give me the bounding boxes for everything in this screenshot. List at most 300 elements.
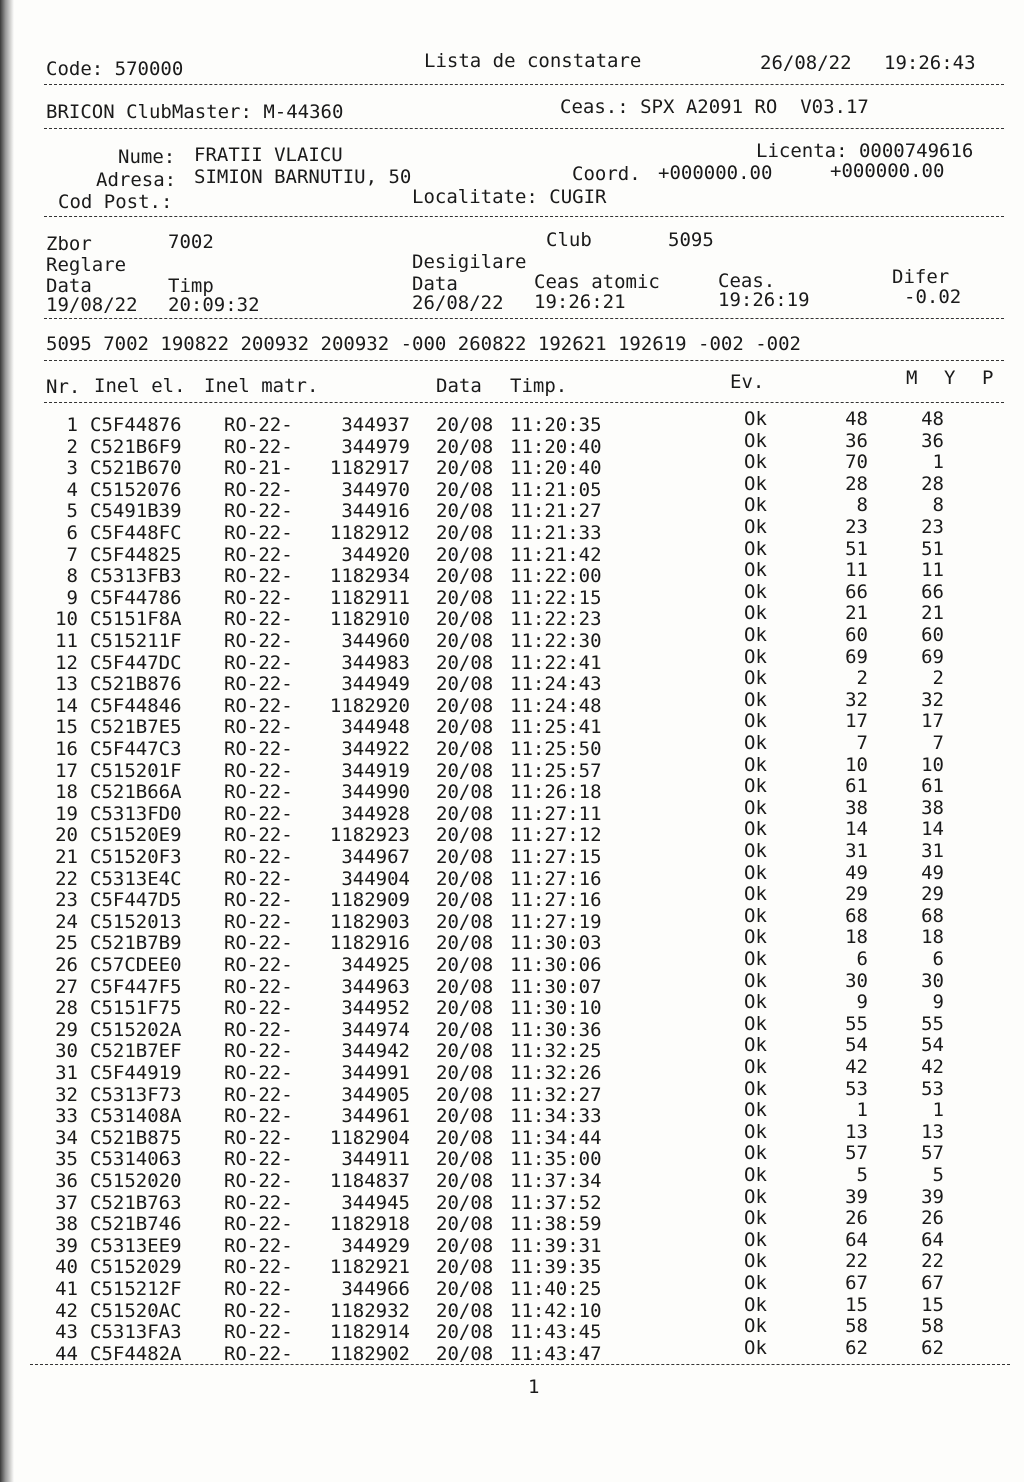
ring-number: 1182902 (329, 1342, 410, 1365)
m-value: 57 (845, 1142, 868, 1165)
ring-number: 1182912 (329, 522, 410, 544)
divider (44, 360, 1004, 361)
event-status: Ok (744, 580, 767, 603)
arrival-time: 11:39:31 (510, 1234, 602, 1257)
y-value: 61 (921, 775, 944, 798)
y-value: 15 (921, 1293, 944, 1316)
m-value: 38 (845, 796, 868, 819)
y-value: 22 (921, 1250, 944, 1273)
m-value: 58 (845, 1315, 868, 1338)
arrival-time: 11:30:36 (510, 1018, 602, 1041)
arrival-date: 20/08 (436, 414, 494, 436)
divider (44, 318, 1004, 319)
electronic-ring: C57CDEE0 (90, 954, 182, 976)
ring-number: 344991 (341, 1062, 410, 1084)
divider (44, 216, 1004, 217)
m-value: 64 (845, 1228, 868, 1251)
electronic-ring: C5F44876 (90, 414, 182, 436)
ring-prefix: RO-22- (224, 889, 293, 912)
arrival-date: 20/08 (436, 694, 494, 717)
arrival-date: 20/08 (436, 1170, 494, 1192)
event-status: Ok (744, 494, 767, 517)
club-master: BRICON ClubMaster: M-44360 (46, 101, 344, 123)
arrival-date: 20/08 (436, 802, 494, 825)
col-inel-el: Inel el. (94, 375, 186, 397)
row-number: 7 (66, 543, 78, 566)
ring-prefix: RO-22- (224, 478, 293, 501)
row-number: 12 (55, 651, 78, 674)
arrival-date: 20/08 (436, 1213, 494, 1236)
electronic-ring: C5F44919 (90, 1062, 182, 1084)
ring-number: 1182903 (329, 910, 410, 933)
y-value: 5 (932, 1164, 944, 1186)
arrival-date: 20/08 (436, 630, 494, 652)
m-value: 29 (845, 883, 868, 906)
name-value: FRATII VLAICU (194, 144, 343, 166)
arrival-date: 20/08 (436, 522, 494, 544)
arrival-date: 20/08 (436, 997, 494, 1020)
arrival-date: 20/08 (436, 975, 494, 998)
ring-prefix: RO-22- (224, 522, 293, 544)
electronic-ring: C5F448FC (90, 522, 182, 544)
report-date: 26/08/22 (760, 52, 852, 74)
divider (30, 1364, 1010, 1365)
arrival-date: 20/08 (436, 910, 494, 933)
m-value: 1 (856, 1099, 868, 1122)
row-number: 27 (55, 975, 78, 998)
m-value: 31 (845, 840, 868, 862)
license: Licenta: 0000749616 (756, 140, 974, 162)
ring-prefix: RO-22- (224, 608, 293, 631)
col-data: Data (436, 375, 482, 397)
y-value: 53 (921, 1077, 944, 1100)
ring-prefix: RO-22- (224, 781, 293, 804)
electronic-ring: C5F4482A (90, 1342, 182, 1365)
zbor-value: 7002 (168, 231, 214, 253)
m-value: 18 (845, 926, 868, 949)
m-value: 6 (856, 948, 868, 970)
ring-prefix: RO-22- (224, 1191, 293, 1214)
ring-prefix: RO-22- (224, 1213, 293, 1236)
electronic-ring: C5F447D5 (90, 889, 182, 912)
electronic-ring: C51520AC (90, 1299, 182, 1322)
ring-number: 344916 (341, 500, 410, 523)
electronic-ring: C515201F (90, 759, 182, 782)
ring-number: 344948 (341, 716, 410, 739)
m-value: 69 (845, 645, 868, 668)
ring-number: 1182910 (329, 608, 410, 631)
y-value: 6 (932, 948, 944, 970)
event-status: Ok (744, 667, 767, 690)
event-status: Ok (744, 451, 767, 474)
name-label: Nume: (118, 146, 176, 168)
event-status: Ok (744, 1272, 767, 1294)
electronic-ring: C515211F (90, 630, 182, 652)
y-value: 57 (921, 1142, 944, 1165)
ring-number: 344928 (341, 802, 410, 825)
event-status: Ok (744, 645, 767, 668)
y-value: 13 (921, 1120, 944, 1143)
y-value: 38 (921, 796, 944, 819)
arrival-time: 11:30:06 (510, 954, 602, 976)
ceas-atomic-label: Ceas atomic (534, 271, 660, 293)
electronic-ring: C5491B39 (90, 500, 182, 523)
ring-number: 1182916 (329, 932, 410, 955)
row-number: 6 (66, 522, 78, 544)
event-status: Ok (744, 904, 767, 927)
y-value: 39 (921, 1185, 944, 1208)
row-number: 25 (55, 932, 78, 955)
arrival-time: 11:34:44 (510, 1126, 602, 1149)
arrival-time: 11:40:25 (510, 1278, 602, 1300)
ring-prefix: RO-22- (224, 954, 293, 976)
electronic-ring: C521B6F9 (90, 435, 182, 458)
row-number: 5 (66, 500, 78, 523)
row-number: 3 (66, 457, 78, 480)
arrival-time: 11:21:27 (510, 500, 602, 523)
ring-prefix: RO-22- (224, 932, 293, 955)
ring-prefix: RO-22- (224, 1105, 293, 1128)
ring-number: 344905 (341, 1083, 410, 1106)
event-status: Ok (744, 559, 767, 582)
event-status: Ok (744, 732, 767, 754)
electronic-ring: C5313FA3 (90, 1321, 182, 1344)
row-number: 41 (55, 1278, 78, 1300)
event-status: Ok (744, 1185, 767, 1208)
row-number: 32 (55, 1083, 78, 1106)
arrival-date: 20/08 (436, 1062, 494, 1084)
row-number: 1 (66, 414, 78, 436)
arrival-date: 20/08 (436, 1083, 494, 1106)
m-value: 54 (845, 1034, 868, 1057)
arrival-time: 11:20:35 (510, 414, 602, 436)
ring-number: 1182921 (329, 1256, 410, 1279)
ring-prefix: RO-22- (224, 565, 293, 588)
ring-number: 1182918 (329, 1213, 410, 1236)
m-value: 9 (856, 991, 868, 1014)
arrival-time: 11:42:10 (510, 1299, 602, 1322)
arrival-date: 20/08 (436, 954, 494, 976)
electronic-ring: C5151F8A (90, 608, 182, 631)
ring-prefix: RO-22- (224, 435, 293, 458)
electronic-ring: C5313E4C (90, 867, 182, 890)
m-value: 5 (856, 1164, 868, 1186)
arrival-time: 11:30:10 (510, 997, 602, 1020)
m-value: 49 (845, 861, 868, 884)
m-value: 2 (856, 667, 868, 690)
ring-number: 344904 (341, 867, 410, 890)
arrival-date: 20/08 (436, 1256, 494, 1279)
clock-info: Ceas.: SPX A2091 RO V03.17 (560, 96, 869, 118)
arrival-time: 11:22:41 (510, 651, 602, 674)
arrival-date: 20/08 (436, 500, 494, 523)
row-number: 31 (55, 1062, 78, 1084)
row-number: 23 (55, 889, 78, 912)
arrival-time: 11:32:27 (510, 1083, 602, 1106)
arrival-date: 20/08 (436, 759, 494, 782)
ring-number: 1182911 (329, 586, 410, 609)
ring-prefix: RO-22- (224, 1018, 293, 1041)
event-status: Ok (744, 1315, 767, 1338)
row-number: 22 (55, 867, 78, 890)
ring-number: 344967 (341, 846, 410, 868)
ring-number: 1182904 (329, 1126, 410, 1149)
y-value: 1 (932, 451, 944, 474)
col-nr: Nr. (46, 376, 81, 398)
ring-number: 1182917 (329, 457, 410, 480)
ring-prefix: RO-22- (224, 673, 293, 696)
y-value: 14 (921, 818, 944, 841)
arrival-date: 20/08 (436, 1040, 494, 1063)
row-number: 2 (66, 435, 78, 458)
row-number: 4 (66, 478, 78, 501)
ring-number: 1182909 (329, 889, 410, 912)
arrival-date: 20/08 (436, 824, 494, 847)
y-value: 8 (932, 494, 944, 517)
electronic-ring: C521B670 (90, 457, 182, 480)
desigilare-label: Desigilare (412, 251, 527, 273)
page-number: 1 (528, 1376, 540, 1398)
y-value: 66 (921, 580, 944, 603)
y-value: 42 (921, 1056, 944, 1078)
row-number: 39 (55, 1234, 78, 1257)
ring-prefix: RO-22- (224, 414, 293, 436)
electronic-ring: C5313EE9 (90, 1234, 182, 1257)
arrival-time: 11:27:16 (510, 889, 602, 912)
arrival-time: 11:32:26 (510, 1062, 602, 1084)
event-status: Ok (744, 1056, 767, 1078)
y-value: 67 (921, 1272, 944, 1294)
coord-x: +000000.00 (658, 162, 773, 184)
m-value: 7 (856, 732, 868, 754)
ring-number: 344963 (341, 975, 410, 998)
arrival-time: 11:37:34 (510, 1170, 602, 1192)
ring-prefix: RO-22- (224, 975, 293, 998)
m-value: 10 (845, 753, 868, 776)
ring-prefix: RO-22- (224, 1062, 293, 1084)
arrival-date: 20/08 (436, 1234, 494, 1257)
ring-prefix: RO-22- (224, 867, 293, 890)
reg-data-label: Data (46, 275, 92, 297)
arrival-time: 11:21:05 (510, 478, 602, 501)
row-number: 36 (55, 1170, 78, 1192)
electronic-ring: C5F447C3 (90, 738, 182, 760)
y-value: 60 (921, 624, 944, 646)
electronic-ring: C531408A (90, 1105, 182, 1128)
arrival-time: 11:20:40 (510, 435, 602, 458)
arrival-date: 20/08 (436, 1018, 494, 1041)
ring-prefix: RO-22- (224, 1256, 293, 1279)
y-value: 17 (921, 710, 944, 733)
electronic-ring: C5151F75 (90, 997, 182, 1020)
ring-number: 344929 (341, 1234, 410, 1257)
electronic-ring: C5F44786 (90, 586, 182, 609)
row-number: 21 (55, 846, 78, 868)
row-number: 16 (55, 738, 78, 760)
row-number: 43 (55, 1321, 78, 1344)
des-date: 26/08/22 (412, 292, 504, 314)
ring-prefix: RO-22- (224, 1040, 293, 1063)
clock-time: 19:26:19 (718, 289, 810, 311)
row-number: 30 (55, 1040, 78, 1063)
event-status: Ok (744, 948, 767, 970)
col-ev: Ev. (730, 371, 765, 393)
ring-number: 344990 (341, 781, 410, 804)
electronic-ring: C5314063 (90, 1148, 182, 1171)
electronic-ring: C521B746 (90, 1213, 182, 1236)
event-status: Ok (744, 1207, 767, 1230)
event-status: Ok (744, 840, 767, 862)
row-number: 15 (55, 716, 78, 739)
event-status: Ok (744, 969, 767, 992)
m-value: 53 (845, 1077, 868, 1100)
ring-prefix: RO-22- (224, 846, 293, 868)
electronic-ring: C5313FD0 (90, 802, 182, 825)
event-status: Ok (744, 991, 767, 1014)
y-value: 10 (921, 753, 944, 776)
m-value: 36 (845, 429, 868, 452)
arrival-date: 20/08 (436, 1321, 494, 1344)
electronic-ring: C521B66A (90, 781, 182, 804)
electronic-ring: C51520F3 (90, 846, 182, 868)
electronic-ring: C5F447DC (90, 651, 182, 674)
arrival-time: 11:21:42 (510, 543, 602, 566)
row-number: 18 (55, 781, 78, 804)
m-value: 8 (856, 494, 868, 517)
col-p: P (982, 367, 994, 389)
electronic-ring: C5F44846 (90, 694, 182, 717)
ring-number: 344925 (341, 954, 410, 976)
arrival-time: 11:24:43 (510, 673, 602, 696)
y-value: 54 (921, 1034, 944, 1057)
m-value: 70 (845, 451, 868, 474)
event-status: Ok (744, 1250, 767, 1273)
arrival-time: 11:37:52 (510, 1191, 602, 1214)
y-value: 18 (921, 926, 944, 949)
y-value: 30 (921, 969, 944, 992)
reglare-label: Reglare (46, 254, 127, 276)
m-value: 11 (845, 559, 868, 582)
row-number: 19 (55, 802, 78, 825)
ring-prefix: RO-22- (224, 1234, 293, 1257)
ring-number: 344919 (341, 759, 410, 782)
row-number: 24 (55, 910, 78, 933)
arrival-date: 20/08 (436, 478, 494, 501)
arrival-time: 11:22:00 (510, 565, 602, 588)
address-value: SIMION BARNUTIU, 50 (194, 166, 412, 188)
event-status: Ok (744, 537, 767, 560)
y-value: 55 (921, 1012, 944, 1035)
y-value: 62 (921, 1336, 944, 1359)
event-status: Ok (744, 1336, 767, 1359)
arrival-time: 11:27:16 (510, 867, 602, 890)
m-value: 67 (845, 1272, 868, 1294)
ring-prefix: RO-22- (224, 824, 293, 847)
row-number: 40 (55, 1256, 78, 1279)
arrival-time: 11:24:48 (510, 694, 602, 717)
arrival-time: 11:26:18 (510, 781, 602, 804)
arrival-date: 20/08 (436, 673, 494, 696)
ring-number: 344942 (341, 1040, 410, 1063)
y-value: 58 (921, 1315, 944, 1338)
electronic-ring: C521B7EF (90, 1040, 182, 1063)
col-y: Y (944, 367, 956, 389)
locality: Localitate: CUGIR (412, 186, 607, 208)
event-status: Ok (744, 429, 767, 452)
electronic-ring: C521B763 (90, 1191, 182, 1214)
arrival-time: 11:21:33 (510, 522, 602, 544)
electronic-ring: C515202A (90, 1018, 182, 1041)
electronic-ring: C5313F73 (90, 1083, 182, 1106)
electronic-ring: C5F447F5 (90, 975, 182, 998)
event-status: Ok (744, 1077, 767, 1100)
ring-prefix: RO-22- (224, 543, 293, 566)
y-value: 23 (921, 516, 944, 538)
y-value: 31 (921, 840, 944, 862)
electronic-ring: C515212F (90, 1278, 182, 1300)
coord-label: Coord. (572, 163, 641, 185)
row-number: 13 (55, 673, 78, 696)
m-value: 66 (845, 580, 868, 603)
m-value: 61 (845, 775, 868, 798)
ring-number: 1182920 (329, 694, 410, 717)
ring-number: 1182923 (329, 824, 410, 847)
ring-prefix: RO-22- (224, 1083, 293, 1106)
arrival-time: 11:22:15 (510, 586, 602, 609)
row-number: 8 (66, 565, 78, 588)
electronic-ring: C521B7B9 (90, 932, 182, 955)
event-status: Ok (744, 1012, 767, 1035)
event-status: Ok (744, 753, 767, 776)
col-timp: Timp. (510, 375, 568, 397)
m-value: 48 (845, 408, 868, 430)
ring-prefix: RO-22- (224, 1148, 293, 1171)
event-status: Ok (744, 516, 767, 538)
row-number: 34 (55, 1126, 78, 1149)
electronic-ring: C5152013 (90, 910, 182, 933)
ceas-label: Ceas. (718, 270, 776, 292)
ring-number: 344974 (341, 1018, 410, 1041)
ring-number: 344949 (341, 673, 410, 696)
m-value: 32 (845, 688, 868, 711)
arrival-time: 11:39:35 (510, 1256, 602, 1279)
ring-prefix: RO-22- (224, 910, 293, 933)
row-number: 29 (55, 1018, 78, 1041)
arrival-date: 20/08 (436, 608, 494, 631)
event-status: Ok (744, 624, 767, 646)
report-code: Code: 570000 (46, 58, 184, 80)
ring-prefix: RO-22- (224, 1170, 293, 1192)
arrival-time: 11:43:45 (510, 1321, 602, 1344)
ring-number: 1182934 (329, 565, 410, 588)
arrival-date: 20/08 (436, 781, 494, 804)
event-status: Ok (744, 1293, 767, 1316)
ring-prefix: RO-22- (224, 802, 293, 825)
ring-number: 344920 (341, 543, 410, 566)
ring-prefix: RO-22- (224, 1299, 293, 1322)
row-number: 26 (55, 954, 78, 976)
ring-prefix: RO-22- (224, 759, 293, 782)
m-value: 22 (845, 1250, 868, 1273)
event-status: Ok (744, 602, 767, 625)
ring-number: 344961 (341, 1105, 410, 1128)
row-number: 28 (55, 997, 78, 1020)
arrival-date: 20/08 (436, 543, 494, 566)
y-value: 7 (932, 732, 944, 754)
row-number: 37 (55, 1191, 78, 1214)
row-number: 42 (55, 1299, 78, 1322)
ring-number: 1182932 (329, 1299, 410, 1322)
